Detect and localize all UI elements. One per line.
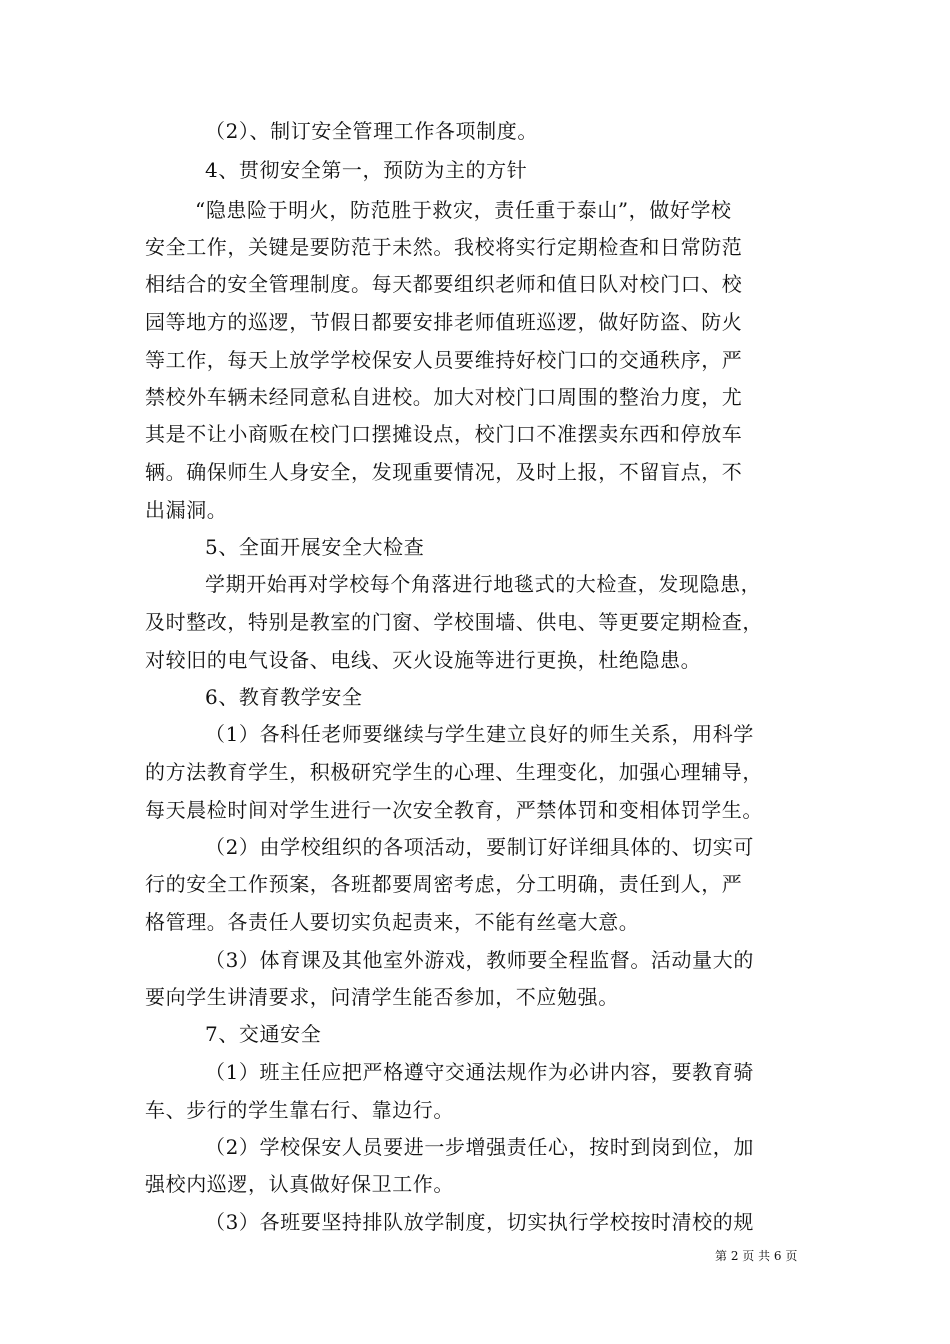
section-heading: 6、教育教学安全 [205,685,363,709]
paragraph-line: （2）学校保安人员要进一步增强责任心，按时到岗到位，加 [205,1135,754,1159]
paragraph-line: “隐患险于明火，防范胜于救灾，责任重于泰山”，做好学校 [195,198,732,222]
paragraph-line: 学期开始再对学校每个角落进行地毯式的大检查，发现隐患， [205,572,762,596]
paragraph-line: 要向学生讲清要求，问清学生能否参加，不应勉强。 [145,985,619,1009]
list-item: （2）、制订安全管理工作各项制度。 [205,119,538,143]
paragraph-line: 等工作，每天上放学学校保安人员要维持好校门口的交通秩序，严 [145,348,743,372]
paragraph-line: 安全工作，关键是要防范于未然。我校将实行定期检查和日常防范 [145,235,743,259]
paragraph-line: （3）体育课及其他室外游戏，教师要全程监督。活动量大的 [205,948,754,972]
paragraph-line: 行的安全工作预案，各班都要周密考虑，分工明确，责任到人，严 [145,872,743,896]
section-heading: 7、交通安全 [205,1022,322,1046]
paragraph-line: 格管理。各责任人要切实负起责来，不能有丝毫大意。 [145,910,640,934]
paragraph-line: 车、步行的学生靠右行、靠边行。 [145,1098,454,1122]
section-heading: 5、全面开展安全大检查 [205,535,425,559]
paragraph-line: （3）各班要坚持排队放学制度，切实执行学校按时清校的规 [205,1210,754,1234]
paragraph-line: 每天晨检时间对学生进行一次安全教育，严禁体罚和变相体罚学生。 [145,798,763,822]
section-heading: 4、贯彻安全第一，预防为主的方针 [205,158,528,182]
paragraph-line: 对较旧的电气设备、电线、灭火设施等进行更换，杜绝隐患。 [145,648,702,672]
paragraph-line: （1）班主任应把严格遵守交通法规作为必讲内容，要教育骑 [205,1060,754,1084]
page-number: 第 2 页 共 6 页 [715,1249,798,1263]
paragraph-line: 强校内巡逻，认真做好保卫工作。 [145,1172,454,1196]
paragraph-line: 相结合的安全管理制度。每天都要组织老师和值日队对校门口、校 [145,272,743,296]
paragraph-line: 的方法教育学生，积极研究学生的心理、生理变化，加强心理辅导， [145,760,763,784]
paragraph-line: 及时整改，特别是教室的门窗、学校围墙、供电、等更要定期检查， [145,610,763,634]
paragraph-line: 禁校外车辆未经同意私自进校。加大对校门口周围的整治力度，尤 [145,385,743,409]
paragraph-line: 其是不让小商贩在校门口摆摊设点，校门口不准摆卖东西和停放车 [145,422,743,446]
paragraph-line: 出漏洞。 [145,498,228,522]
paragraph-line: （2）由学校组织的各项活动，要制订好详细具体的、切实可 [205,835,754,859]
paragraph-line: 园等地方的巡逻，节假日都要安排老师值班巡逻，做好防盗、防火 [145,310,743,334]
paragraph-line: （1）各科任老师要继续与学生建立良好的师生关系，用科学 [205,722,754,746]
paragraph-line: 辆。确保师生人身安全，发现重要情况，及时上报，不留盲点，不 [145,460,743,484]
